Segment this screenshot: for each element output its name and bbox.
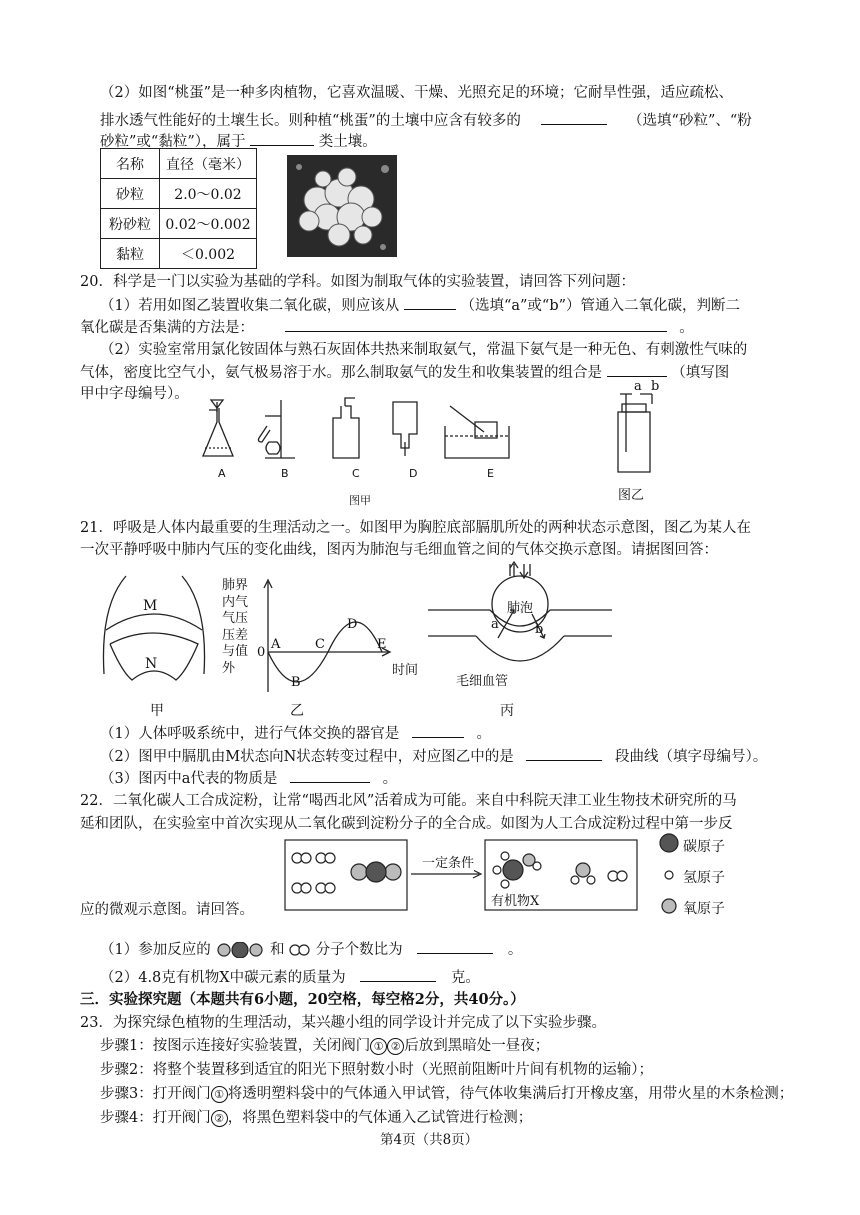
h2-molecule-icon <box>289 943 311 957</box>
apparatus-figure-jia <box>195 396 525 466</box>
q23-step2: 步骤2：将整个装置移到适宜的阳光下照射数小时（光照前阻断叶片间有机物的运输）； <box>100 1062 653 1078</box>
q23-step1-end: 后放到黑暗处一昼夜； <box>404 1038 550 1054</box>
q22-line2: 延和团队，在实验室中首次实现从二氧化碳到淀粉分子的全合成。如图为人工合成淀粉过程中第一步反 <box>80 816 733 832</box>
q20-blank-3[interactable] <box>607 362 667 377</box>
q21-s1 <box>100 723 491 744</box>
gas-bottle-yi <box>606 390 662 474</box>
ylabel-4: 压差 <box>222 627 249 643</box>
q22-line1: 22．二氧化碳人工合成淀粉，让常“喝西北风”活着成为可能。来自中科院天津工业生物技术研究所的马 <box>80 793 737 809</box>
q19-line2-option: （选填“砂粒”、“粉 <box>628 113 752 129</box>
point-a: A <box>271 637 281 652</box>
valve-1-icon: ① <box>370 1038 387 1055</box>
table-cell: 砂粒 <box>101 179 160 209</box>
pressure-curve-yi <box>258 578 398 694</box>
q23-step4 <box>100 1108 532 1128</box>
q19-line2 <box>100 110 752 131</box>
apparatus-label-c: C <box>352 467 360 480</box>
q22-line3: 应的微观示意图。请回答。 <box>80 902 254 918</box>
figure-bing-label: 丙 <box>500 703 514 719</box>
apparatus-label-b: B <box>281 467 289 480</box>
table-header: 名称 <box>101 149 160 179</box>
figure-jia-caption: 图甲 <box>349 494 371 507</box>
gas-a-label: a <box>491 617 499 632</box>
valve-2-icon: ② <box>387 1038 404 1055</box>
q19-blank-1[interactable] <box>541 110 607 125</box>
q19-line3-end: 类土壤。 <box>318 134 377 150</box>
q20-p2-line3: 甲中字母编号）。 <box>80 386 189 402</box>
q23-step1 <box>100 1036 549 1056</box>
q23-step4-text: 步骤4：打开阀门 <box>100 1110 211 1126</box>
q20-p1 <box>100 295 740 316</box>
valve-1-icon: ① <box>211 1086 228 1103</box>
atom-legend-icons <box>658 833 680 917</box>
table-cell: 粉砂粒 <box>101 209 160 239</box>
q21-line2: 一次平静呼吸中肺内气压的变化曲线，图丙为肺泡与毛细血管之间的气体交换示意图。请据图回答： <box>80 542 718 558</box>
table-cell: ＜0.002 <box>160 239 257 269</box>
q21-line1: 21．呼吸是人体内最重要的生理活动之一。如图甲为胸腔底部膈肌所处的两种状态示意图，图乙为某人在 <box>80 520 751 536</box>
q22-s1-and: 和 <box>269 942 285 958</box>
figure-yi-label: 乙 <box>290 703 304 719</box>
q23-step4-end: ，将黑色塑料袋中的气体通入乙试管进行检测； <box>227 1110 533 1126</box>
zero-label: 0 <box>257 645 266 660</box>
tube-a-label: a <box>634 379 642 394</box>
legend-carbon: 碳原子 <box>683 839 725 855</box>
q22-s2-end: 克。 <box>450 970 480 986</box>
q21-s2-end: 段曲线（填字母编号）。 <box>614 749 768 765</box>
table-row <box>101 209 257 239</box>
ylabel-5: 与值 <box>222 644 249 659</box>
q22-s2-text: （2）4.8克有机物X中碳元素的质量为 <box>100 970 346 986</box>
state-n: N <box>145 656 158 672</box>
q20-p1-line2 <box>80 317 694 338</box>
q20-p1-text3: 氧化碳是否集满的方法是： <box>80 320 254 336</box>
q21-s2-text: （2）图甲中膈肌由M状态向N状态转变过程中，对应图乙中的是 <box>100 749 514 765</box>
apparatus-label-a: A <box>218 467 226 480</box>
q20-p2-line2 <box>80 362 729 383</box>
q21-s2 <box>100 746 767 767</box>
table-cell: 黏粒 <box>101 239 160 269</box>
time-xlabel: 时间 <box>392 663 419 678</box>
reaction-diagram <box>283 838 643 914</box>
valve-2-icon: ② <box>211 1110 228 1127</box>
alveolus-figure-bing <box>428 560 612 680</box>
q22-s2 <box>100 967 480 988</box>
reaction-condition: 一定条件 <box>422 852 474 871</box>
point-e: E <box>377 637 387 652</box>
apparatus-label-d: D <box>409 467 418 480</box>
q20-p1-end: 。 <box>679 320 694 336</box>
q23-step3-end: 将透明塑料袋中的气体通入甲试管，待气体收集满后打开橡皮塞，用带火星的木条检测； <box>227 1086 794 1102</box>
table-cell: 0.02～0.002 <box>160 209 257 239</box>
state-m: M <box>143 598 158 614</box>
q21-s1-text: （1）人体呼吸系统中，进行气体交换的器官是 <box>100 726 400 742</box>
q23-step1-text: 步骤1：按图示连接好实验装置，关闭阀门 <box>100 1038 371 1054</box>
alveolus-label: 肺泡 <box>507 601 534 616</box>
point-b: B <box>291 675 301 690</box>
q20-blank-1[interactable] <box>404 295 456 310</box>
q22-s1-text2: 分子个数比为 <box>315 942 403 958</box>
ylabel-1: 肺界 <box>222 578 249 593</box>
diaphragm-figure-jia <box>98 572 210 692</box>
q21-blank-1[interactable] <box>412 723 464 738</box>
q22-s1 <box>100 939 522 960</box>
q20-p1-text2: （选填“a”或“b”）管通入二氧化碳，判断二 <box>460 298 741 314</box>
q19-blank-2[interactable] <box>250 131 314 146</box>
table-header-row <box>101 149 257 179</box>
point-c: C <box>315 637 325 652</box>
soil-table <box>100 148 257 269</box>
page-footer: 第4页（共8页） <box>380 1132 479 1148</box>
ylabel-2: 内气 <box>222 594 249 610</box>
q19-line2-text: 排水透气性能好的土壤生长。则种植“桃蛋”的土壤中应含有较多的 <box>100 113 521 129</box>
section3-title: 三．实验探究题（本题共有6小题，20空格，每空格2分，共40分。） <box>80 991 525 1008</box>
q20-blank-2[interactable] <box>285 317 667 332</box>
pressure-ylabel <box>222 578 252 677</box>
gas-b-label: b <box>535 622 544 637</box>
ylabel-6: 外 <box>222 660 236 676</box>
q22-s1-end: 。 <box>507 942 523 958</box>
point-d: D <box>347 617 358 632</box>
ylabel-3: 气压 <box>222 611 249 626</box>
q23-line1: 23．为探究绿色植物的生理活动，某兴趣小组的同学设计并完成了以下实验步骤。 <box>80 1015 606 1031</box>
q22-blank-1[interactable] <box>417 939 493 954</box>
table-cell: 2.0～0.02 <box>160 179 257 209</box>
q20-p2-line1: （2）实验室常用氯化铵固体与熟石灰固体共热来制取氨气，常温下氨气是一种无色、有刺激性气味的 <box>100 342 748 358</box>
q22-blank-2[interactable] <box>360 967 436 982</box>
q21-s3 <box>100 768 397 789</box>
table-row <box>101 179 257 209</box>
co2-molecule-icon <box>215 942 265 958</box>
q21-blank-3[interactable] <box>290 768 370 783</box>
q21-s1-end: 。 <box>476 726 491 742</box>
q22-s1-text: （1）参加反应的 <box>100 942 211 958</box>
q19-line3-text: 砂粒”或“黏粒”），属于 <box>100 134 246 150</box>
q21-s3-end: 。 <box>382 771 398 787</box>
q20-p2-text: 气体，密度比空气小，氨气极易溶于水。那么制取氨气的发生和收集装置的组合是 <box>80 365 602 381</box>
succulent-photo <box>287 155 397 257</box>
organic-x-label: 有机物X <box>491 894 540 909</box>
capillary-label: 毛细血管 <box>456 674 509 689</box>
figure-jia-label: 甲 <box>150 703 164 719</box>
q19-line1: （2）如图“桃蛋”是一种多肉植物，它喜欢温暖、干燥、光照充足的环境；它耐旱性强，适应疏松、 <box>100 85 734 101</box>
table-header: 直径（毫米） <box>160 149 257 179</box>
q23-step3 <box>100 1084 793 1104</box>
q20-p1-text: （1）若用如图乙装置收集二氧化碳，则应该从 <box>100 298 400 314</box>
legend-hydrogen: 氢原子 <box>683 870 725 886</box>
figure-yi-caption: 图乙 <box>618 488 645 503</box>
apparatus-label-e: E <box>487 467 494 480</box>
q21-s3-text: （3）图丙中a代表的物质是 <box>100 771 278 787</box>
q20-title: 20．科学是一门以实验为基础的学科。如图为制取气体的实验装置，请回答下列问题： <box>80 274 635 290</box>
tube-b-label: b <box>651 379 660 394</box>
q20-p2-text2: （填写图 <box>671 365 730 381</box>
legend-oxygen: 氧原子 <box>683 901 725 917</box>
q21-blank-2[interactable] <box>526 746 602 761</box>
q23-step3-text: 步骤3：打开阀门 <box>100 1086 211 1102</box>
table-row <box>101 239 257 269</box>
